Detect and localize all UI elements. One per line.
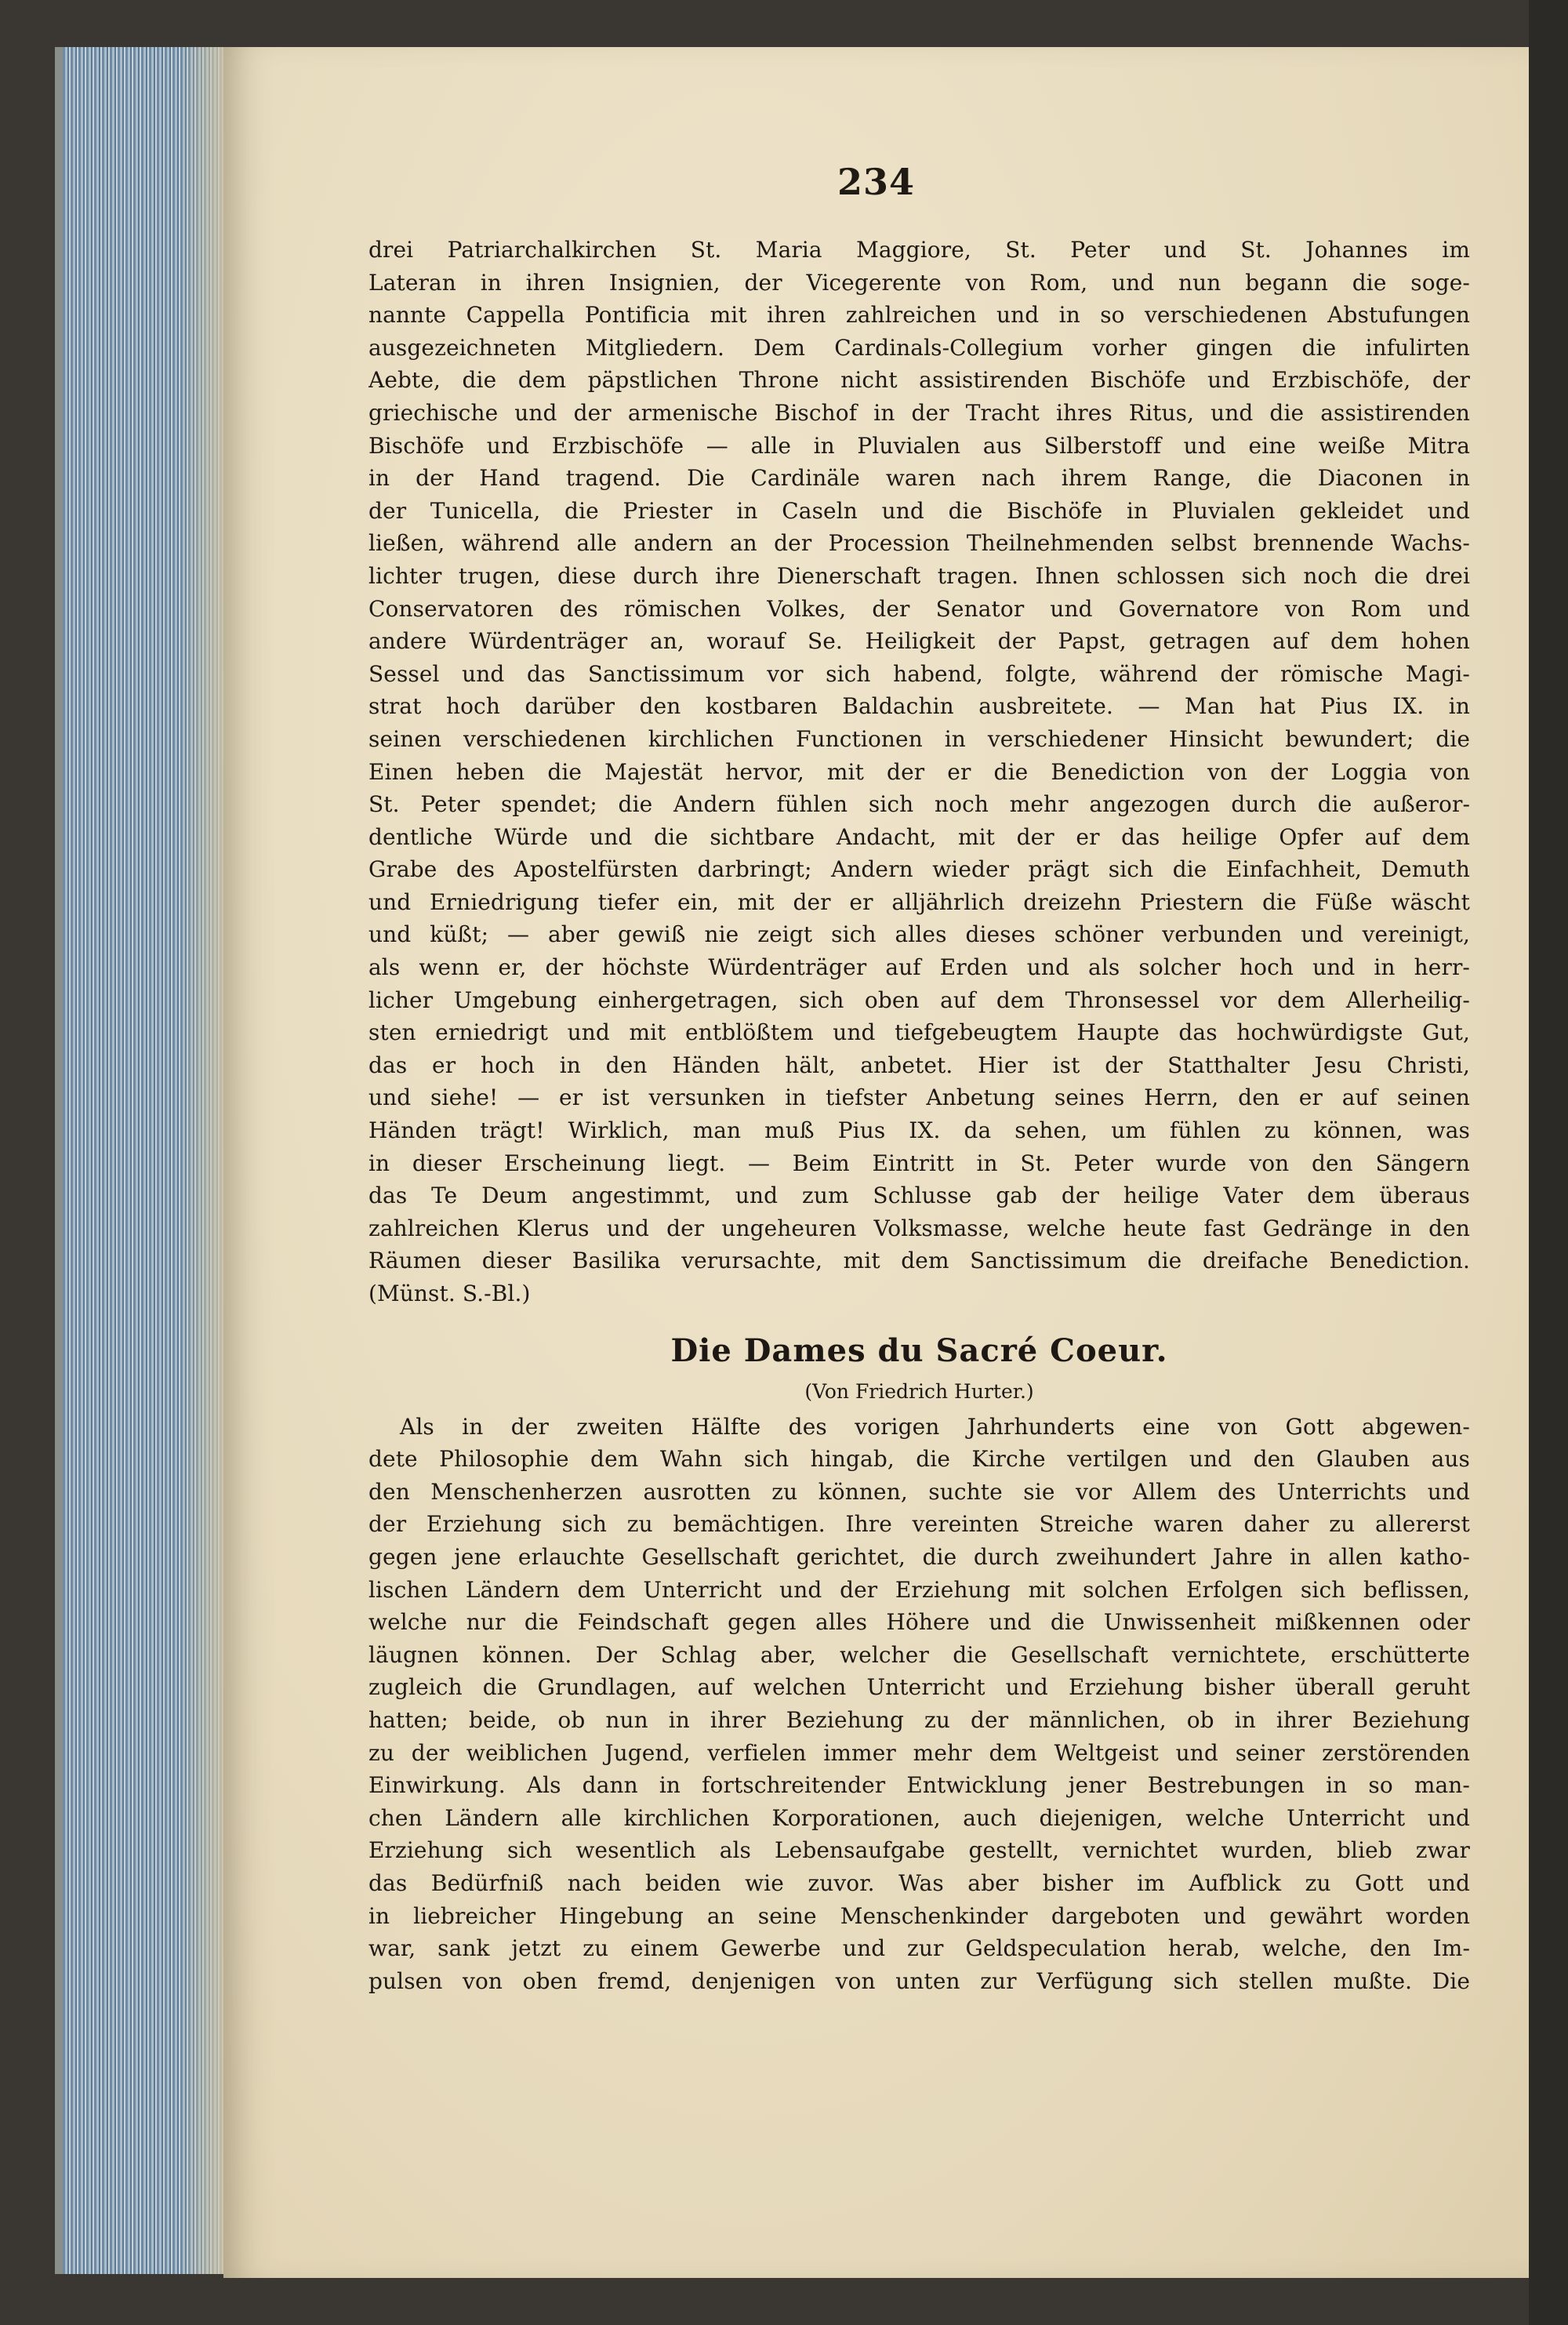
text-line: griechische und der armenische Bischof in der Tracht ihres Ritus, und die assistirenden	[368, 399, 1470, 426]
scan-background	[1529, 0, 1568, 2325]
text-line: in dieser Erscheinung liegt. — Beim Eintritt in St. Peter wurde von den Sängern	[368, 1150, 1470, 1176]
text-line: Bischöfe und Erzbischöfe — alle in Pluvialen aus Silberstoff und eine weiße Mitra	[368, 432, 1470, 459]
text-line: und siehe! — er ist versunken in tiefster Anbetung seines Herrn, den er auf seinen	[368, 1084, 1470, 1111]
text-line: Sessel und das Sanctissimum vor sich habend, folgte, während der römische Magi-	[368, 660, 1470, 687]
text-line: Conservatoren des römischen Volkes, der Senator und Governatore von Rom und	[368, 595, 1470, 622]
text-line: Erziehung sich wesentlich als Lebensaufgabe gestellt, vernichtet wurden, blieb zwar	[368, 1837, 1470, 1864]
text-line: Grabe des Apostelfürsten darbringt; Andern wieder prägt sich die Einfachheit, Demuth	[368, 856, 1470, 883]
text-line: nannte Cappella Pontificia mit ihren zahlreichen und in so verschiedenen Abstufungen	[368, 302, 1470, 329]
text-line: drei Patriarchalkirchen St. Maria Maggiore, St. Peter und St. Johannes im	[368, 237, 1470, 263]
text-line: das Bedürfniß nach beiden wie zuvor. Was aber bisher im Aufblick zu Gott und	[368, 1869, 1470, 1896]
text-line: dentliche Würde und die sichtbare Andacht, mit der er das heilige Opfer auf dem	[368, 823, 1470, 850]
text-line: Lateran in ihren Insignien, der Vicegerente von Rom, und nun begann die soge-	[368, 269, 1470, 296]
text-line: ließen, während alle andern an der Procession Theilnehmenden selbst brennende Wachs-	[368, 530, 1470, 557]
text-line: welche nur die Feindschaft gegen alles Höhere und die Unwissenheit mißkennen oder	[368, 1609, 1470, 1636]
text-line: lichter trugen, diese durch ihre Dienerschaft tragen. Ihnen schlossen sich noch die drei	[368, 562, 1470, 589]
text-line: strat hoch darüber den kostbaren Baldachin ausbreitete. — Man hat Pius IX. in	[368, 693, 1470, 720]
text-line: Händen trägt! Wirklich, man muß Pius IX. da sehen, um fühlen zu können, was	[368, 1117, 1470, 1144]
text-line: in liebreicher Hingebung an seine Menschenkinder dargeboten und gewährt worden	[368, 1902, 1470, 1929]
page-number: 234	[837, 161, 916, 203]
text-line: pulsen von oben fremd, denjenigen von unten zur Verfügung sich stellen mußte. Die	[368, 1967, 1470, 1994]
paragraph-dames	[368, 1411, 1470, 1998]
text-line: gegen jene erlauchte Gesellschaft gerichtet, die durch zweihundert Jahre in allen katho-	[368, 1543, 1470, 1570]
text-line: war, sank jetzt zu einem Gewerbe und zur Geldspeculation herab, welche, den Im-	[368, 1935, 1470, 1962]
text-line: in der Hand tragend. Die Cardinäle waren nach ihrem Range, die Diaconen in	[368, 465, 1470, 492]
gutter-shadow	[180, 47, 227, 2274]
text-line: (Münst. S.-Bl.)	[368, 1281, 531, 1306]
paragraph-pius	[368, 234, 1470, 1310]
text-line: Einwirkung. Als dann in fortschreitender Entwicklung jener Bestrebungen in so man-	[368, 1772, 1470, 1799]
text-line: lischen Ländern dem Unterricht und der Erziehung mit solchen Erfolgen sich beflissen,	[368, 1576, 1470, 1603]
text-block	[368, 234, 1470, 1997]
text-line: das er hoch in den Händen hält, anbetet. Hier ist der Statthalter Jesu Christi,	[368, 1052, 1470, 1078]
text-line: hatten; beide, ob nun in ihrer Beziehung zu der männlichen, ob in ihrer Beziehung	[368, 1706, 1470, 1733]
text-line: chen Ländern alle kirchlichen Korporationen, auch diejenigen, welche Unterricht und	[368, 1804, 1470, 1831]
text-line: St. Peter spendet; die Andern fühlen sich noch mehr angezogen durch die außeror-	[368, 791, 1470, 818]
article-heading: Die Dames du Sacré Coeur.	[670, 1331, 1168, 1369]
text-line: sten erniedrigt und mit entblößtem und tiefgebeugtem Haupte das hochwürdigste Gut,	[368, 1019, 1470, 1046]
text-line: dete Philosophie dem Wahn sich hingab, die Kirche vertilgen und den Glauben aus	[368, 1446, 1470, 1473]
text-line: Als in der zweiten Hälfte des vorigen Jahrhunderts eine von Gott abgewen-	[400, 1413, 1470, 1440]
text-line: Einen heben die Majestät hervor, mit der er die Benediction von der Loggia von	[368, 758, 1470, 785]
text-line: Aebte, die dem päpstlichen Throne nicht assistirenden Bischöfe und Erzbischöfe, der	[368, 367, 1470, 394]
text-line: seinen verschiedenen kirchlichen Functionen in verschiedener Hinsicht bewundert; die	[368, 725, 1470, 752]
text-line: ausgezeichneten Mitgliedern. Dem Cardinals-Collegium vorher gingen die infulirten	[368, 334, 1470, 361]
text-line: und Erniedrigung tiefer ein, mit der er alljährlich dreizehn Priestern die Füße wäscht	[368, 888, 1470, 915]
text-line: der Erziehung sich zu bemächtigen. Ihre vereinten Streiche waren daher zu allererst	[368, 1511, 1470, 1538]
text-line: der Tunicella, die Priester in Caseln und die Bischöfe in Pluvialen gekleidet und	[368, 497, 1470, 524]
text-line: zu der weiblichen Jugend, verfielen immer mehr dem Weltgeist und seiner zerstörenden	[368, 1739, 1470, 1766]
text-line: Räumen dieser Basilika verursachte, mit dem Sanctissimum die dreifache Benediction.	[368, 1248, 1470, 1274]
text-line: das Te Deum angestimmt, und zum Schlusse gab der heilige Vater dem überaus	[368, 1182, 1470, 1209]
text-line: zahlreichen Klerus und der ungeheuren Volksmasse, welche heute fast Gedränge in den	[368, 1215, 1470, 1241]
text-line: zugleich die Grundlagen, auf welchen Unterricht und Erziehung bisher überall geruht	[368, 1674, 1470, 1701]
text-line: und küßt; — aber gewiß nie zeigt sich alles dieses schöner verbunden und vereinigt,	[368, 921, 1470, 948]
text-line: andere Würdenträger an, worauf Se. Heiligkeit der Papst, getragen auf dem hohen	[368, 628, 1470, 655]
book-page	[223, 47, 1529, 2278]
text-line: als wenn er, der höchste Würdenträger auf Erden und als solcher hoch und in herr-	[368, 954, 1470, 981]
text-line: den Menschenherzen ausrotten zu können, suchte sie vor Allem des Unterrichts und	[368, 1478, 1470, 1505]
article-byline: (Von Friedrich Hurter.)	[804, 1379, 1034, 1403]
text-line: licher Umgebung einhergetragen, sich oben auf dem Thronsessel vor dem Allerheilig-	[368, 986, 1470, 1013]
text-line: läugnen können. Der Schlag aber, welcher die Gesellschaft vernichtete, erschütterte	[368, 1641, 1470, 1668]
